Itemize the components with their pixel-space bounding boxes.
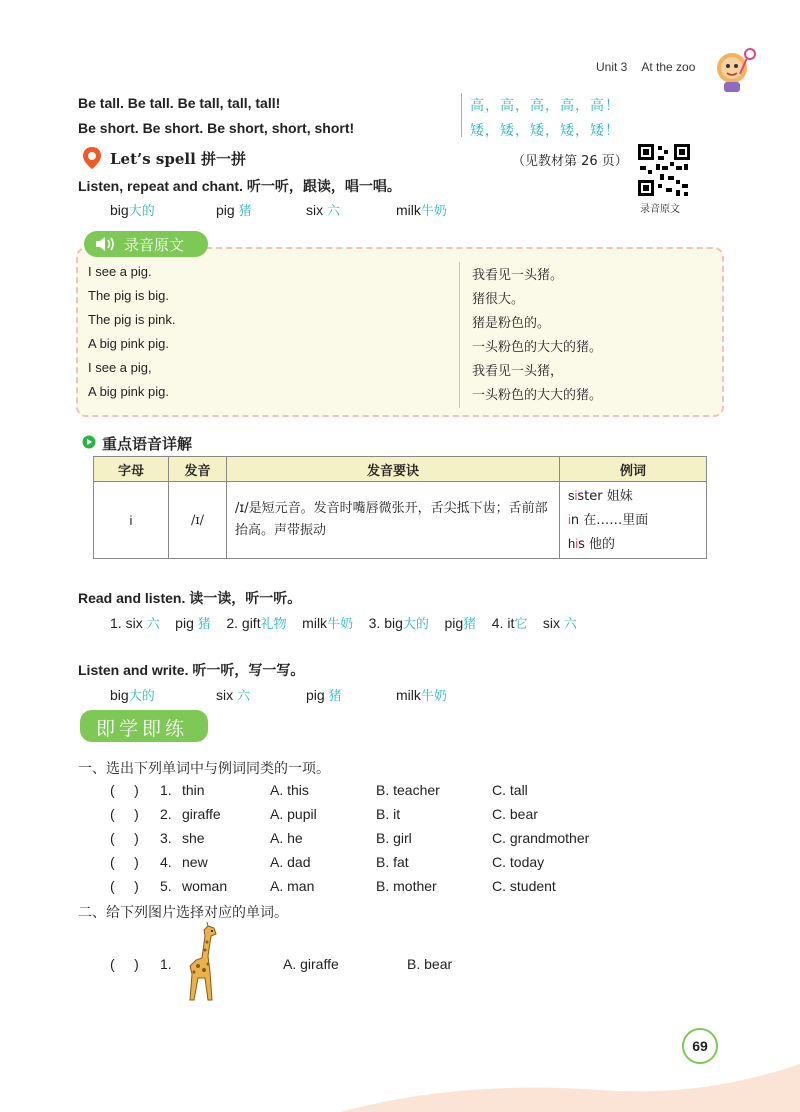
transcript-en-2: The pig is big. bbox=[88, 288, 169, 303]
chant-line-1: Be tall. Be tall. Be tall, tall, tall! bbox=[78, 95, 281, 111]
word-cn: 大的 bbox=[128, 689, 155, 704]
word-cn: 六 bbox=[146, 617, 160, 632]
word-cn: 大的 bbox=[128, 204, 155, 219]
textbook-reference: （见教材第 26 页） bbox=[512, 154, 628, 169]
ex-hl: i bbox=[574, 488, 578, 503]
word-cn: 牛奶 bbox=[327, 617, 354, 632]
transcript-cn-6: 一头粉色的大大的猪。 bbox=[472, 388, 603, 403]
word-en: big bbox=[110, 202, 129, 218]
option-a[interactable]: A. giraffe bbox=[283, 956, 339, 972]
option-c[interactable]: C. student bbox=[492, 878, 556, 894]
letter-cell: i bbox=[94, 482, 169, 559]
answer-blank[interactable]: ( ) bbox=[110, 854, 139, 870]
col-letter: 字母 bbox=[94, 457, 169, 482]
question-number: 2. bbox=[160, 806, 172, 822]
table-row bbox=[94, 482, 707, 559]
listen-write-word bbox=[110, 685, 155, 704]
option-a[interactable]: A. man bbox=[270, 878, 315, 894]
instruction-cn: 读一读，听一听。 bbox=[189, 591, 302, 607]
transcript-cn-3: 猪是粉色的。 bbox=[472, 316, 551, 331]
section-1-title: 一、选出下列单词中与例词同类的一项。 bbox=[78, 761, 330, 777]
option-b[interactable]: B. fat bbox=[376, 854, 409, 870]
unit-number: Unit 3 bbox=[596, 60, 628, 74]
word-en: pig bbox=[444, 615, 464, 631]
option-c[interactable]: C. today bbox=[492, 854, 545, 870]
unit-header bbox=[596, 60, 709, 74]
spell-word-big bbox=[110, 200, 155, 219]
answer-blank[interactable]: ( ) bbox=[110, 806, 139, 822]
word-en: gift bbox=[241, 615, 261, 631]
word-cn: 六 bbox=[237, 689, 251, 704]
table-header-row bbox=[94, 457, 707, 482]
answer-blank[interactable]: ( ) bbox=[110, 878, 139, 894]
word-en: six bbox=[542, 615, 561, 631]
example-word bbox=[568, 532, 698, 556]
example-cell bbox=[560, 482, 707, 559]
question-number: 1. bbox=[160, 782, 172, 798]
chant-cn-2: 矮，矮，矮，矮，矮！ bbox=[470, 123, 620, 139]
unit-topic: At the zoo bbox=[641, 60, 696, 74]
example-word: giraffe bbox=[182, 806, 221, 822]
transcript-en-3: The pig is pink. bbox=[88, 312, 176, 327]
word-cn: 牛奶 bbox=[420, 204, 447, 219]
transcript-cn-4: 一头粉色的大大的猪。 bbox=[472, 340, 603, 355]
audio-label: 录音原文 bbox=[124, 236, 185, 254]
word-en: milk bbox=[396, 202, 421, 218]
ex-post: ster 姐妹 bbox=[577, 489, 633, 504]
option-b[interactable]: B. mother bbox=[376, 878, 437, 894]
read-listen-instruction bbox=[78, 588, 301, 608]
phonics-title: 重点语音详解 bbox=[102, 435, 193, 453]
word-en: six bbox=[306, 202, 324, 218]
question-number: 5. bbox=[160, 878, 172, 894]
example-word: she bbox=[182, 830, 205, 846]
group-num: 1. bbox=[110, 615, 122, 631]
listen-write-instruction bbox=[78, 660, 304, 680]
col-tip: 发音要诀 bbox=[227, 457, 560, 482]
spell-word-six bbox=[306, 200, 340, 219]
option-b[interactable]: B. it bbox=[376, 806, 401, 822]
qr-code-icon[interactable] bbox=[636, 142, 692, 198]
ex-pre: h bbox=[568, 536, 576, 551]
chant-cn-1: 高，高，高，高，高！ bbox=[470, 98, 620, 114]
chant-divider bbox=[461, 93, 462, 137]
word-en: milk bbox=[396, 687, 421, 703]
word-cn: 猪 bbox=[463, 617, 477, 632]
tip-cell: /ɪ/是短元音。发音时嘴唇微张开，舌尖抵下齿；舌前部抬高。声带振动 bbox=[227, 482, 560, 559]
ex-hl: i bbox=[568, 512, 571, 527]
word-cn: 礼物 bbox=[260, 617, 287, 632]
word-cn: 猪 bbox=[238, 204, 252, 219]
word-cn: 六 bbox=[327, 204, 341, 219]
word-en: big bbox=[110, 687, 129, 703]
group-num: 3. bbox=[368, 615, 381, 631]
listen-write-word bbox=[396, 685, 447, 704]
ex-pre: s bbox=[568, 488, 575, 503]
transcript-cn-1: 我看见一头猪。 bbox=[472, 268, 564, 283]
listen-write-word bbox=[216, 685, 250, 704]
word-en: pig bbox=[216, 202, 235, 218]
ex-hl: i bbox=[575, 536, 579, 551]
practice-banner-text: 即学即练 bbox=[96, 718, 189, 740]
option-a[interactable]: A. he bbox=[270, 830, 303, 846]
answer-blank[interactable]: ( ) bbox=[110, 830, 139, 846]
group-num: 2. bbox=[226, 615, 239, 631]
word-cn: 牛奶 bbox=[420, 689, 447, 704]
question-number: 1. bbox=[160, 956, 172, 972]
transcript-en-1: I see a pig. bbox=[88, 264, 152, 279]
transcript-en-6: A big pink pig. bbox=[88, 384, 169, 399]
example-word: new bbox=[182, 854, 208, 870]
qr-label: 录音原文 bbox=[640, 204, 680, 215]
play-icon bbox=[82, 435, 96, 449]
word-cn: 大的 bbox=[402, 617, 429, 632]
answer-blank[interactable]: ( ) bbox=[110, 782, 139, 798]
spell-word-pig bbox=[216, 200, 252, 219]
listen-write-word bbox=[306, 685, 342, 704]
word-en: pig bbox=[175, 615, 194, 631]
mascot-icon bbox=[712, 44, 758, 94]
ex-post: n 在……里面 bbox=[570, 513, 649, 528]
word-en: big bbox=[384, 615, 403, 631]
footer-decoration bbox=[340, 1040, 800, 1112]
option-c[interactable]: C. grandmother bbox=[492, 830, 590, 846]
phonics-table bbox=[93, 456, 707, 559]
example-word bbox=[568, 484, 698, 508]
chant-line-2: Be short. Be short. Be short, short, short! bbox=[78, 120, 355, 136]
location-pin-icon bbox=[82, 146, 102, 170]
ex-post: s 他的 bbox=[578, 537, 616, 552]
example-word: thin bbox=[182, 782, 205, 798]
col-example: 例词 bbox=[560, 457, 707, 482]
transcript-cn-5: 我看见一头猪， bbox=[472, 364, 564, 379]
example-word: woman bbox=[182, 878, 228, 894]
word-cn: 猪 bbox=[328, 689, 342, 704]
transcript-en-5: I see a pig, bbox=[88, 360, 152, 375]
word-en: six bbox=[216, 687, 234, 703]
word-en: six bbox=[125, 615, 143, 631]
word-cn: 猪 bbox=[197, 617, 211, 632]
question-number: 4. bbox=[160, 854, 172, 870]
word-cn: 它 bbox=[514, 617, 528, 632]
audio-divider bbox=[459, 262, 460, 408]
instruction-cn: 听一听，跟读，唱一唱。 bbox=[246, 179, 401, 195]
answer-blank[interactable]: ( ) bbox=[110, 956, 139, 972]
option-a[interactable]: A. dad bbox=[270, 854, 311, 870]
word-en: it bbox=[507, 615, 515, 631]
read-listen-row bbox=[110, 613, 577, 632]
instruction-cn: 听一听，写一写。 bbox=[192, 663, 305, 679]
instruction-en: Read and listen. bbox=[78, 590, 186, 606]
section-2-title: 二、给下列图片选择对应的单词。 bbox=[78, 905, 288, 921]
transcript-en-4: A big pink pig. bbox=[88, 336, 169, 351]
word-cn: 六 bbox=[563, 617, 577, 632]
option-b[interactable]: B. bear bbox=[407, 956, 453, 972]
word-en: pig bbox=[306, 687, 325, 703]
spell-word-milk bbox=[396, 200, 447, 219]
col-sound: 发音 bbox=[169, 457, 227, 482]
spell-instruction bbox=[78, 176, 401, 196]
group-num: 4. bbox=[491, 615, 504, 631]
option-a[interactable]: A. pupil bbox=[270, 806, 317, 822]
sound-cell: /ɪ/ bbox=[169, 482, 227, 559]
transcript-cn-2: 猪很大。 bbox=[472, 292, 525, 307]
instruction-en: Listen, repeat and chant. bbox=[78, 178, 243, 194]
option-c[interactable]: C. bear bbox=[492, 806, 538, 822]
option-c[interactable]: C. tall bbox=[492, 782, 528, 798]
instruction-en: Listen and write. bbox=[78, 662, 189, 678]
speaker-icon bbox=[94, 235, 116, 253]
giraffe-icon bbox=[178, 922, 224, 1002]
option-b[interactable]: B. teacher bbox=[376, 782, 440, 798]
example-word bbox=[568, 508, 698, 532]
page-number: 69 bbox=[682, 1028, 718, 1064]
question-number: 3. bbox=[160, 830, 172, 846]
option-a[interactable]: A. this bbox=[270, 782, 309, 798]
audio-transcript-box bbox=[76, 247, 724, 417]
spell-title: Let’s spell 拼一拼 bbox=[110, 150, 247, 168]
option-b[interactable]: B. girl bbox=[376, 830, 412, 846]
word-en: milk bbox=[302, 615, 328, 631]
